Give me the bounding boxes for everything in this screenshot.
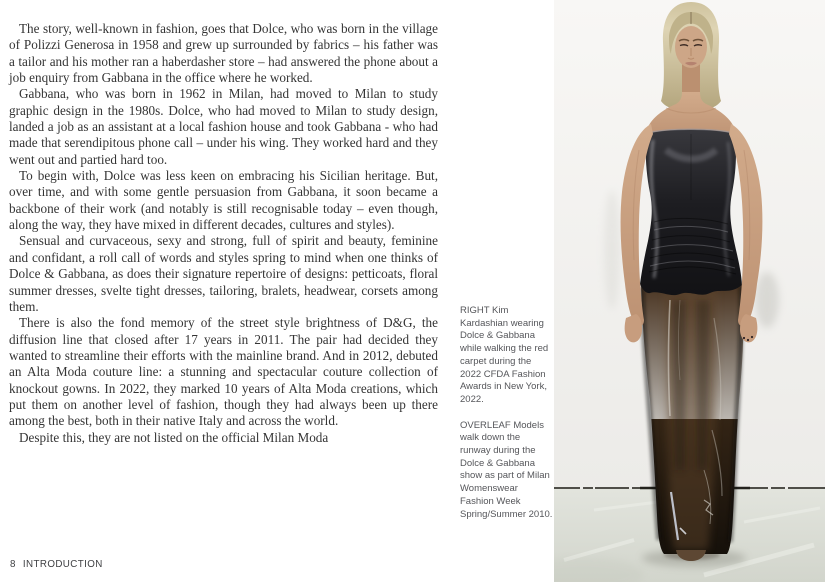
caption-overleaf-models: OVERLEAF Models walk down the runway during the Dolce & Gabbana show as part of Milan Womenswear Fashion Week Spring/Summer 2010. <box>460 419 553 520</box>
body-paragraph: There is also the fond memory of the street style brightness of D&G, the diffusion line that closed after 17 years in 2011. The pair had decided they wanted to streamline their efforts with the mainline brand. And in 2012, debuted an Alta Moda couture line: a stunning and spectacular couture collection of knockout gowns. In 2022, they marked 10 years of Alta Moda creations, which put them on another level of fashion, though they had always been up there among the best, both in their native Italy and across the world. <box>9 315 438 429</box>
body-paragraph: Gabbana, who was born in 1962 in Milan, had moved to Milan to study graphic design in the 1980s. Dolce, who had moved to Milan to study design, landed a job as an assistant at a local fashion house and took Gabbana - who had made that serendipitous phone call – under his wing. They worked hard and they went out and partied hard too. <box>9 86 438 167</box>
body-paragraph: Despite this, they are not listed on the official Milan Moda <box>19 429 329 445</box>
caption-column <box>460 305 553 534</box>
photo-kim-kardashian <box>554 0 825 582</box>
body-paragraph: Sensual and curvaceous, sexy and strong, full of spirit and beauty, feminine and confidant, a roll call of words and styles spring to mind when one thinks of Dolce & Gabbana, as does their signature repertoire of designs: petticoats, floral summer dresses, svelte tight dresses, tailoring, bralets, headwear, corsets among them. <box>9 233 438 314</box>
page-number: 8 <box>10 559 16 570</box>
photo-illustration <box>554 0 825 582</box>
caption-right-kim: RIGHT Kim Kardashian wearing Dolce & Gabbana while walking the red carpet during the 2022 CFDA Fashion Awards in New York, 2022. <box>460 305 549 405</box>
page-footer <box>10 559 103 570</box>
body-paragraph: To begin with, Dolce was less keen on embracing his Sicilian heritage. But, over time, and with some gentle persuasion from Gabbana, it soon became a backbone of their work (and notably is still recognisable today – even though, along the way, they have mixed in different decades, cultures and styles). <box>9 168 438 233</box>
article-text-column <box>9 21 438 446</box>
body-paragraph: The story, well-known in fashion, goes that Dolce, who was born in the village of Polizzi Generosa in 1958 and grew up surrounded by fabrics – his father was a tailor and his mother ran a haberdasher store – had answered the phone about a job enquiry from Gabbana in the office where he worked. <box>9 21 438 86</box>
section-title: INTRODUCTION <box>22 559 103 570</box>
